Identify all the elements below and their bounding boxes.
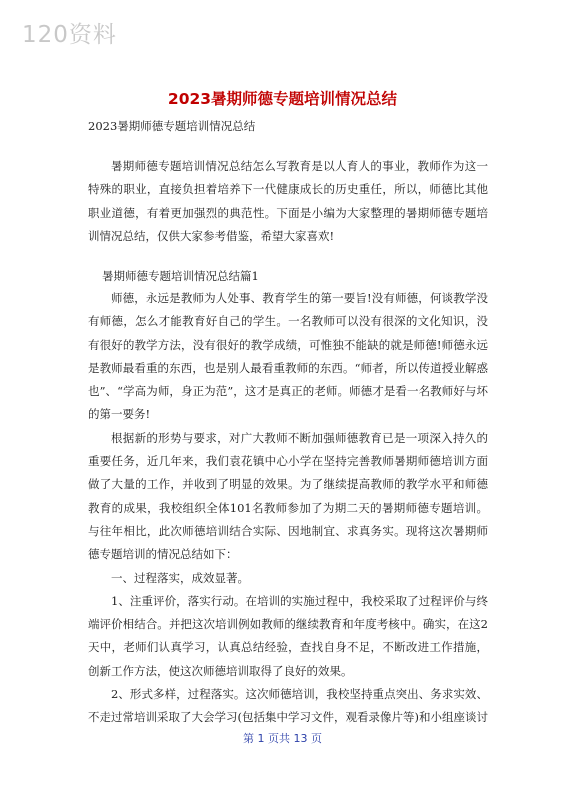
document-title: 2023暑期师德专题培训情况总结	[167, 90, 398, 108]
body-paragraph: 1、注重评价，落实行动。在培训的实施过程中，我校采取了过程评价与终端评价相结合。并把这次培训例如教师的继续教育和年度考核中。确实，在这2天中，老师们认真学习，认真总结经验，查找自身不足，不断改进工作措施，创新工作方法，使这次师德培训取得了良好的效果。	[88, 593, 488, 678]
body-paragraph: 2、形式多样，过程落实。这次师德培训，我校坚持重点突出、务求实效、不走过常培训采取了大会学习(包括集中学习文件，观看录像片等)和小组座谈讨	[88, 687, 488, 725]
body-paragraph: 根据新的形势与要求，对广大教师不断加强师德教育已是一项深入持久的重要任务，近几年来，我们袁花镇中心小学在坚持完善教师暑期师德培训方面做了大量的工作，并收到了明显的效果。为了继续提高教师的教学水平和师德教育的成果，我校组织全体101名教师参加了为期二天的暑期师德专题培训。与往年相比，此次师德培训结合实际、因地制宜、求真务实。现将这次暑期师德专题培训的情况总结如下：	[88, 430, 488, 562]
body-paragraph: 一、过程落实，成效显著。	[111, 570, 249, 585]
page-number: 第 1 页共 13 页	[243, 732, 322, 745]
body-paragraph: 师德，永远是教师为人处事、教育学生的第一要旨!没有师德，何谈教学没有师德，怎么才能教育好自己的学生。一名教师可以没有很深的文化知识，没有很好的教学方法，没有很好的教学成绩，可惟独不能缺的就是师德!师德永远是教师最看重的东西，也是别人最看重教师的东西。“师者，所以传道授业解惑也”、“学高为师，身正为范”，这才是真正的老师。师德才是看一名教师好与坏的第一要务!	[88, 291, 488, 422]
document-subtitle: 2023暑期师德专题培训情况总结	[88, 119, 256, 133]
intro-section	[88, 155, 488, 248]
body-section	[88, 287, 488, 730]
intro-paragraph: 暑期师德专题培训情况总结怎么写教育是以人育人的事业，教师作为这一特殊的职业，直接负担着培养下一代健康成长的历史重任，所以，师德比其他职业道德，有着更加强烈的典范性。下面是小编为大家整理的暑期师德专题培训情况总结，仅供大家参考借鉴，希望大家喜欢!	[88, 159, 488, 243]
section-heading: 暑期师德专题培训情况总结篇1	[102, 269, 259, 283]
watermark: 120资料	[22, 22, 117, 48]
